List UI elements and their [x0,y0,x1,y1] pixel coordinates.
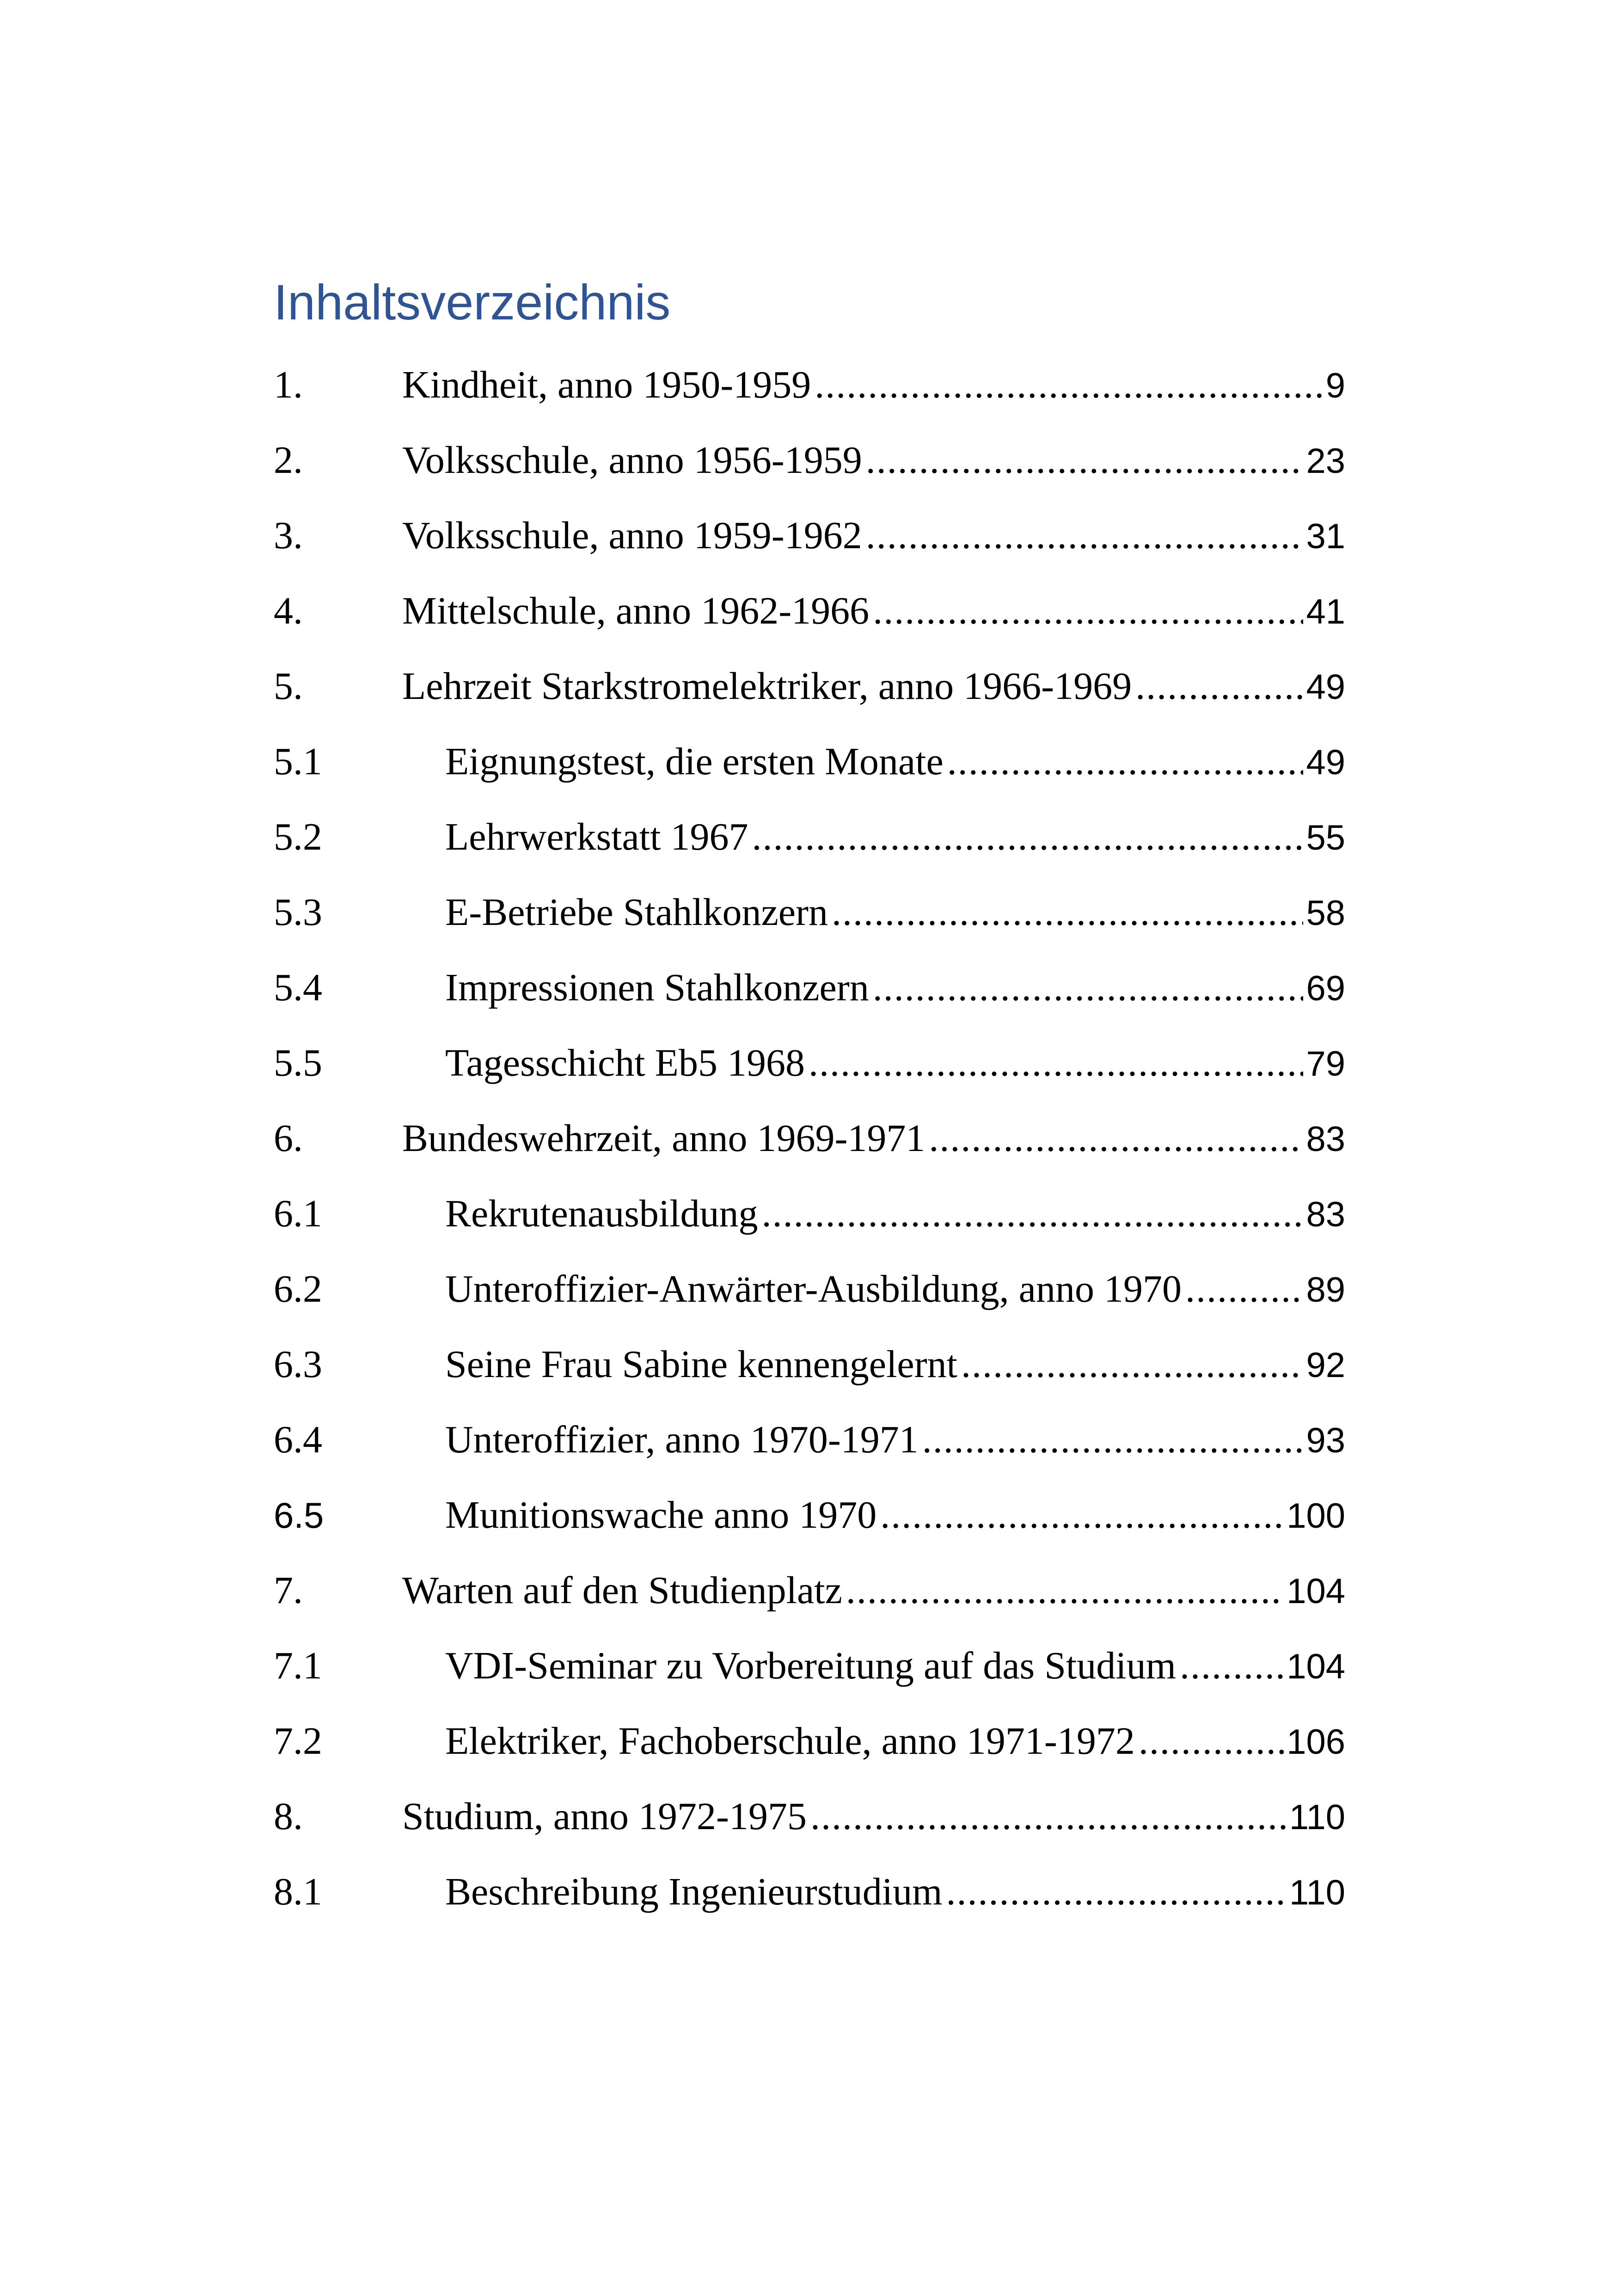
toc-entry-number: 5.4 [274,966,322,1009]
toc-entry-title: Kindheit, anno 1950-1959 [402,363,811,406]
toc-entry-number: 6.5 [274,1495,324,1536]
toc-dot-leader [810,1791,1287,1842]
toc-entry-title: Studium, anno 1972-1975 [402,1795,807,1838]
toc-dot-leader [809,1038,1304,1089]
toc-subentry[interactable] [274,1716,1345,1791]
toc-subentry[interactable] [274,1264,1345,1339]
toc-dot-leader [946,1867,1286,1917]
toc-entry[interactable] [274,1113,1345,1188]
toc-dot-leader [832,887,1303,938]
toc-entry-number: 7.2 [274,1720,322,1763]
toc-entry-number: 5.5 [274,1041,322,1084]
toc-dot-leader [922,1414,1304,1465]
toc-entry-title: Mittelschule, anno 1962-1966 [402,589,870,632]
toc-entry[interactable] [274,510,1345,586]
toc-dot-leader [762,1188,1304,1239]
toc-entry-number: 6.4 [274,1418,322,1461]
toc-entry-page: 83 [1306,1120,1345,1159]
toc-entry[interactable] [274,586,1345,661]
toc-subentry[interactable] [274,1490,1345,1565]
toc-dot-leader [846,1565,1284,1616]
toc-dot-leader [947,736,1304,787]
toc-entry-title: E-Betriebe Stahlkonzern [445,891,828,934]
toc-entry-page: 41 [1306,592,1345,631]
toc-entry[interactable] [274,1565,1345,1641]
toc-entry-page: 58 [1306,894,1345,933]
toc-subentry[interactable] [274,887,1345,962]
toc-subentry[interactable] [274,1641,1345,1716]
toc-entry-page: 89 [1306,1270,1345,1310]
toc-entry-page: 9 [1325,366,1345,405]
toc-subentry[interactable] [274,1339,1345,1414]
toc-entry-title: Rekrutenausbildung [445,1192,758,1235]
toc-subentry[interactable] [274,1188,1345,1264]
toc-entry-page: 79 [1306,1044,1345,1084]
toc-entry-page: 104 [1287,1572,1345,1611]
toc-entry-number: 5.2 [274,815,322,858]
toc-dot-leader [873,586,1303,637]
toc-entry-title: Volksschule, anno 1959-1962 [402,514,862,557]
toc-dot-leader [1135,661,1303,712]
toc-dot-leader [1180,1641,1284,1691]
toc-entry-number: 6.1 [274,1192,322,1235]
toc-entry-number: 2. [274,439,303,482]
toc-subentry[interactable] [274,1414,1345,1490]
toc-entry-title: Warten auf den Studienplatz [402,1569,842,1612]
toc-entry-title: Seine Frau Sabine kennengelernt [445,1343,957,1386]
toc-entry-number: 6.3 [274,1343,322,1386]
toc-entry-page: 31 [1306,517,1345,556]
toc-entry-number: 8. [274,1795,303,1838]
toc-entry-title: Unteroffizier-Anwärter-Ausbildung, anno 1970 [445,1267,1182,1310]
toc-entry-number: 7. [274,1569,303,1612]
toc-subentry[interactable] [274,736,1345,812]
toc-entry-number: 1. [274,363,303,406]
toc-dot-leader [929,1113,1303,1164]
toc-entry-number: 4. [274,589,303,632]
toc-entry-title: Lehrzeit Starkstromelektriker, anno 1966-1969 [402,665,1132,708]
toc-entry-page: 100 [1287,1496,1345,1536]
toc-dot-leader [866,510,1304,561]
toc-entry[interactable] [274,661,1345,736]
toc-entry-title: Lehrwerkstatt 1967 [445,815,748,858]
toc-entry-title: VDI-Seminar zu Vorbereitung auf das Studium [445,1644,1176,1687]
toc-subentry[interactable] [274,1038,1345,1113]
toc-entry-page: 104 [1287,1647,1345,1686]
toc-entry-number: 5.3 [274,891,322,934]
toc-dot-leader [880,1490,1284,1541]
toc-entry[interactable] [274,1791,1345,1867]
toc-entry[interactable] [274,360,1345,435]
toc-title: Inhaltsverzeichnis [274,274,671,330]
toc-subentry[interactable] [274,812,1345,887]
toc-dot-leader [752,812,1303,863]
toc-entry-page: 55 [1306,818,1345,857]
toc-dot-leader [815,360,1323,410]
toc-subentry[interactable] [274,962,1345,1038]
toc-entry-page: 49 [1306,667,1345,707]
toc-entry-number: 6. [274,1117,303,1160]
toc-entry-page: 110 [1289,1798,1345,1837]
toc-entry-number: 3. [274,514,303,557]
toc-entry-number: 5. [274,665,303,708]
toc-entry-title: Beschreibung Ingenieurstudium [445,1870,943,1913]
toc-dot-leader [961,1339,1303,1390]
toc-entry-page: 23 [1306,441,1345,481]
toc-entry[interactable] [274,435,1345,510]
toc-subentry[interactable] [274,1867,1345,1942]
toc-entry-page: 92 [1306,1346,1345,1385]
toc-dot-leader [1185,1264,1303,1315]
toc-entry-number: 5.1 [274,740,322,783]
toc-entry-title: Elektriker, Fachoberschule, anno 1971-1972 [445,1720,1135,1763]
toc-entry-page: 83 [1306,1195,1345,1234]
toc-entry-page: 110 [1289,1873,1345,1912]
toc-entry-title: Unteroffizier, anno 1970-1971 [445,1418,919,1461]
toc-entry-number: 7.1 [274,1644,322,1687]
toc-entry-title: Munitionswache anno 1970 [445,1494,877,1537]
toc-entry-number: 6.2 [274,1267,322,1310]
toc-entry-page: 49 [1306,743,1345,782]
table-of-contents [274,360,1345,1942]
toc-entry-page: 106 [1287,1722,1345,1762]
toc-entry-number: 8.1 [274,1870,322,1913]
toc-entry-page: 93 [1306,1421,1345,1460]
toc-dot-leader [873,962,1304,1013]
toc-entry-title: Volksschule, anno 1956-1959 [402,439,862,482]
toc-dot-leader [1139,1716,1284,1767]
toc-entry-title: Impressionen Stahlkonzern [445,966,869,1009]
toc-entry-title: Tagesschicht Eb5 1968 [445,1041,805,1084]
toc-dot-leader [866,435,1304,486]
toc-entry-page: 69 [1306,969,1345,1008]
toc-entry-title: Eignungstest, die ersten Monate [445,740,944,783]
toc-entry-title: Bundeswehrzeit, anno 1969-1971 [402,1117,925,1160]
